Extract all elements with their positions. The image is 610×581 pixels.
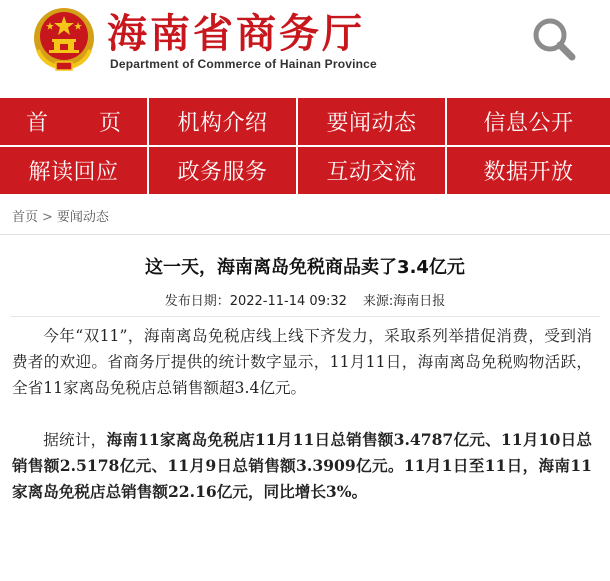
- nav-item-services[interactable]: 政务服务: [149, 147, 296, 194]
- national-emblem-icon[interactable]: [30, 6, 98, 72]
- paragraph-bold-text: 海南11家离岛免税店11月11日总销售额3.4787亿元、11月10日总销售额2.5178亿元、11月9日总销售额3.3909亿元。11月1日至11日，海南11家离岛免税店总销售额22.16亿元，同比增长3%。: [12, 430, 592, 501]
- site-title: 海南省商务厅: [107, 11, 365, 57]
- breadcrumb-divider: [0, 234, 610, 235]
- main-nav: [0, 98, 610, 194]
- article-paragraph: [12, 427, 592, 505]
- article-title: 这一天，海南离岛免税商品卖了3.4亿元: [145, 257, 465, 278]
- nav-item-disclosure[interactable]: 信息公开: [447, 98, 610, 145]
- nav-item-news[interactable]: 要闻动态: [298, 98, 445, 145]
- meta-divider: [10, 316, 600, 317]
- publish-date: 发布日期：2022-11-14 09:32: [164, 294, 347, 309]
- nav-item-home[interactable]: 首 页: [0, 98, 147, 145]
- search-icon[interactable]: [528, 14, 580, 66]
- nav-item-open-data[interactable]: 数据开放: [447, 147, 610, 194]
- breadcrumb: [12, 206, 109, 225]
- breadcrumb-current-link[interactable]: 要闻动态: [56, 210, 109, 225]
- nav-item-interpretation[interactable]: 解读回应: [0, 147, 147, 194]
- nav-item-about[interactable]: 机构介绍: [149, 98, 296, 145]
- nav-item-interaction[interactable]: 互动交流: [298, 147, 445, 194]
- breadcrumb-home-link[interactable]: 首页: [12, 210, 39, 225]
- site-header: [0, 0, 610, 95]
- article-source: 来源:海南日报: [362, 294, 446, 309]
- article-paragraph: 今年“双11”，海南离岛免税店线上线下齐发力，采取系列举措促消费，受到消费者的欢迎。省商务厅提供的统计数字显示，11月11日，海南离岛免税购物活跃，全省11家离岛免税店总销售额超3.4亿元。: [12, 327, 592, 397]
- site-subtitle: Department of Commerce of Hainan Province: [110, 57, 377, 71]
- article-body: [12, 323, 592, 505]
- breadcrumb-separator: >: [42, 210, 53, 225]
- paragraph-lead: 据统计，: [43, 431, 107, 449]
- article-meta: [0, 290, 610, 309]
